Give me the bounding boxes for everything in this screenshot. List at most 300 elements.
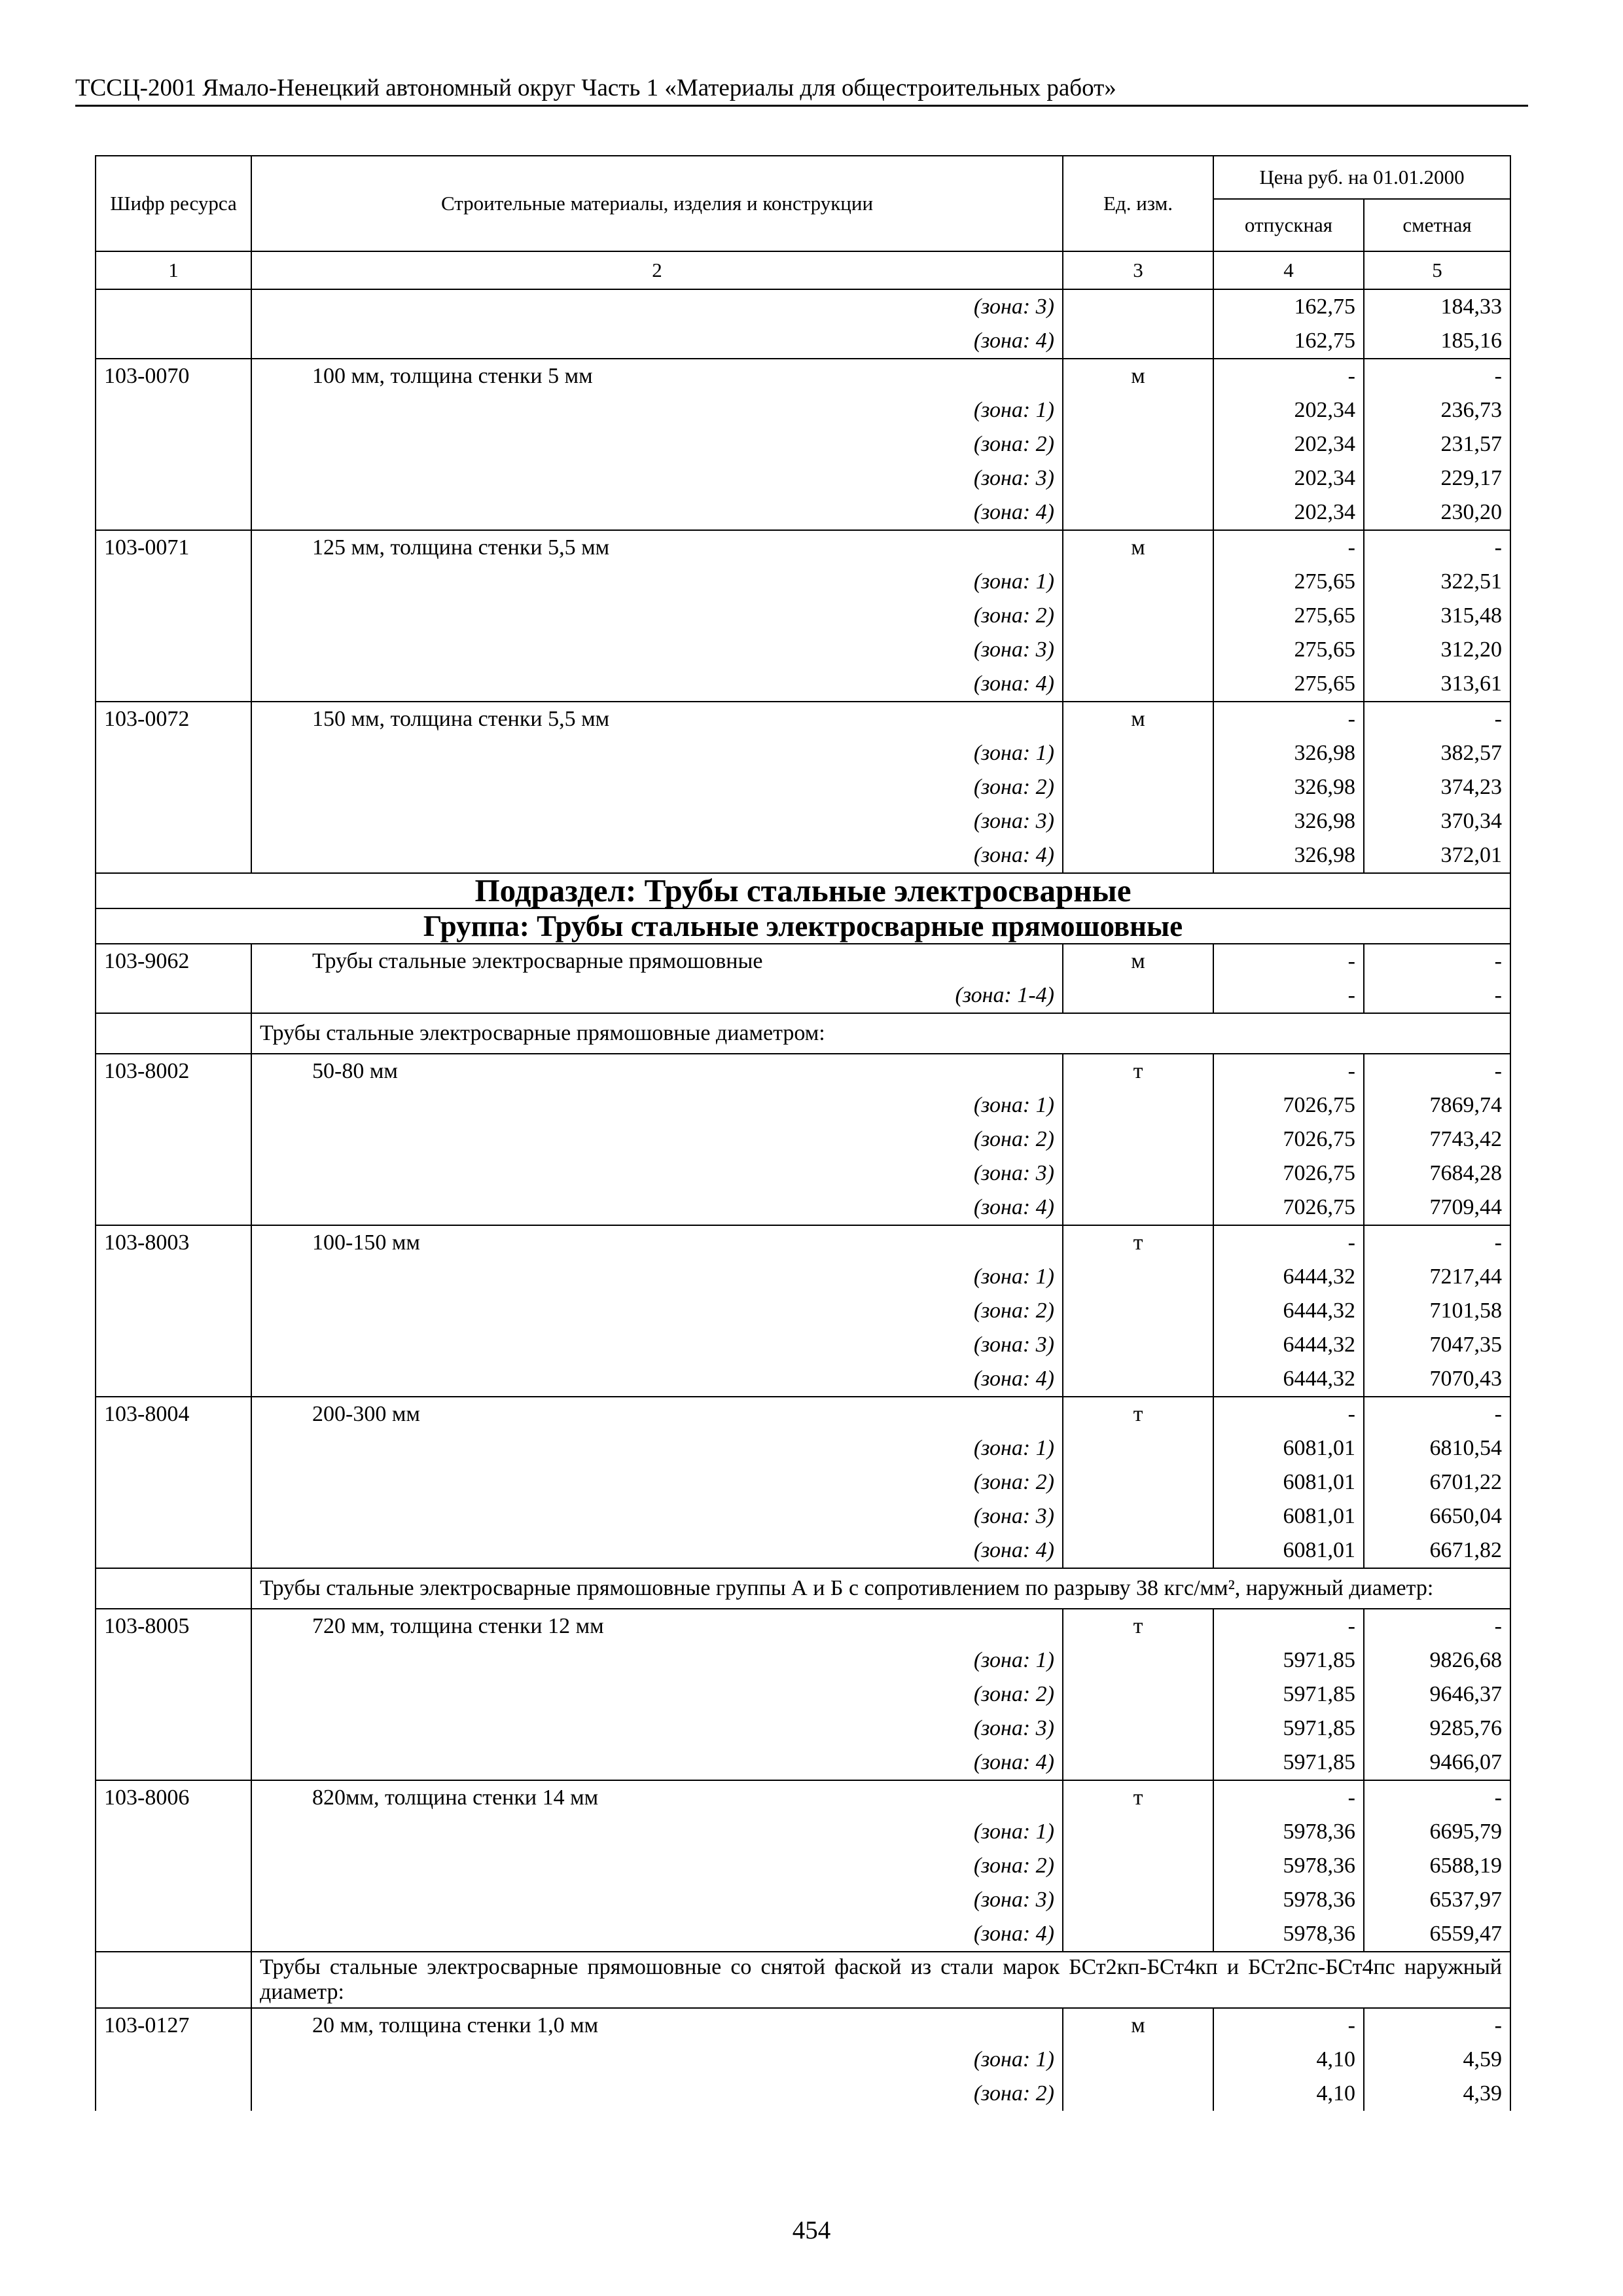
estimate-price: 6537,97 [1364, 1883, 1510, 1917]
release-price: - [1213, 1225, 1364, 1260]
estimate-price: 322,51 [1364, 565, 1510, 599]
release-price: 5971,85 [1213, 1643, 1364, 1677]
estimate-price: 6650,04 [1364, 1499, 1510, 1534]
unit-cell [1063, 1746, 1213, 1780]
estimate-price: 7070,43 [1364, 1362, 1510, 1397]
release-price: 7026,75 [1213, 1088, 1364, 1122]
release-price: 5978,36 [1213, 1849, 1364, 1883]
estimate-price: 7709,44 [1364, 1191, 1510, 1225]
zone-row [96, 1260, 1510, 1294]
release-price: 6444,32 [1213, 1294, 1364, 1328]
col-header-release-price: отпускная [1213, 199, 1364, 251]
estimate-price: 4,39 [1364, 2077, 1510, 2111]
unit-cell: м [1063, 702, 1213, 736]
unit-cell [1063, 324, 1213, 359]
col-number-4: 4 [1213, 251, 1364, 289]
release-price: - [1213, 1397, 1364, 1431]
zone-label: (зона: 4) [251, 324, 1063, 359]
estimate-price: - [1364, 702, 1510, 736]
release-price: 326,98 [1213, 804, 1364, 838]
estimate-price: 6701,22 [1364, 1465, 1510, 1499]
estimate-price: 6559,47 [1364, 1917, 1510, 1952]
unit-cell [1063, 2077, 1213, 2111]
zone-label: (зона: 4) [251, 838, 1063, 873]
zone-row [96, 1643, 1510, 1677]
release-price: 275,65 [1213, 633, 1364, 667]
material-name: Трубы стальные электросварные прямошовные [251, 944, 1063, 978]
group-heading: Группа: Трубы стальные электросварные прямошовные [96, 908, 1510, 944]
code-cell [96, 1013, 251, 1054]
code-cell [96, 1534, 251, 1568]
zone-row [96, 1534, 1510, 1568]
unit-cell [1063, 1157, 1213, 1191]
zone-label: (зона: 2) [251, 770, 1063, 804]
release-price: - [1213, 2008, 1364, 2043]
unit-cell [1063, 1815, 1213, 1849]
estimate-price: 313,61 [1364, 667, 1510, 702]
zone-row [96, 1362, 1510, 1397]
note-text: Трубы стальные электросварные прямошовные со снятой фаской из стали марок БСт2кп-БСт4кп и БСт2пс-БСт4пс наружный диаметр: [251, 1952, 1510, 2008]
zone-label: (зона: 2) [251, 1849, 1063, 1883]
unit-cell: м [1063, 944, 1213, 978]
release-price: 4,10 [1213, 2043, 1364, 2077]
col-header-unit: Ед. изм. [1063, 156, 1213, 251]
release-price: 7026,75 [1213, 1191, 1364, 1225]
subsection-heading: Подраздел: Трубы стальные электросварные [96, 873, 1510, 908]
release-price: 202,34 [1213, 461, 1364, 495]
unit-cell [1063, 1294, 1213, 1328]
item-row [96, 702, 1510, 736]
item-row [96, 359, 1510, 393]
resource-code: 103-8005 [96, 1609, 251, 1643]
zone-label: (зона: 1) [251, 1431, 1063, 1465]
zone-label: (зона: 2) [251, 1465, 1063, 1499]
table-head [96, 156, 1510, 289]
zone-label: (зона: 3) [251, 289, 1063, 324]
code-cell [96, 1362, 251, 1397]
release-price: 202,34 [1213, 427, 1364, 461]
estimate-price: - [1364, 1780, 1510, 1815]
unit-cell [1063, 1362, 1213, 1397]
zone-row [96, 1499, 1510, 1534]
release-price: 5978,36 [1213, 1917, 1364, 1952]
zone-label: (зона: 4) [251, 667, 1063, 702]
estimate-price: 9826,68 [1364, 1643, 1510, 1677]
code-cell [96, 1260, 251, 1294]
unit-cell [1063, 1712, 1213, 1746]
estimate-price: - [1364, 1609, 1510, 1643]
col-number-2: 2 [251, 251, 1063, 289]
zone-label: (зона: 1) [251, 736, 1063, 770]
material-name: 20 мм, толщина стенки 1,0 мм [251, 2008, 1063, 2043]
col-number-1: 1 [96, 251, 251, 289]
unit-cell [1063, 1260, 1213, 1294]
release-price: 6081,01 [1213, 1431, 1364, 1465]
resource-code: 103-0072 [96, 702, 251, 736]
unit-cell [1063, 1191, 1213, 1225]
zone-label: (зона: 3) [251, 804, 1063, 838]
unit-cell [1063, 1122, 1213, 1157]
item-row [96, 530, 1510, 565]
release-price: - [1213, 702, 1364, 736]
release-price: 7026,75 [1213, 1157, 1364, 1191]
estimate-price: 9646,37 [1364, 1677, 1510, 1712]
zone-row [96, 978, 1510, 1013]
item-row [96, 2008, 1510, 2043]
release-price: 202,34 [1213, 393, 1364, 427]
unit-cell [1063, 1088, 1213, 1122]
code-cell [96, 1465, 251, 1499]
zone-row [96, 1712, 1510, 1746]
unit-cell [1063, 599, 1213, 633]
unit-cell [1063, 667, 1213, 702]
zone-label: (зона: 1) [251, 565, 1063, 599]
unit-cell: м [1063, 2008, 1213, 2043]
material-name: 150 мм, толщина стенки 5,5 мм [251, 702, 1063, 736]
unit-cell [1063, 1465, 1213, 1499]
estimate-price: - [1364, 1225, 1510, 1260]
code-cell [96, 2043, 251, 2077]
zone-row [96, 324, 1510, 359]
material-name: 200-300 мм [251, 1397, 1063, 1431]
code-cell [96, 1883, 251, 1917]
page-header: ТССЦ-2001 Ямало-Ненецкий автономный округ Часть 1 «Материалы для общестроительных работ» [75, 72, 1528, 107]
estimate-price: - [1364, 944, 1510, 978]
zone-label: (зона: 1) [251, 1643, 1063, 1677]
resource-code: 103-0127 [96, 2008, 251, 2043]
code-cell [96, 1294, 251, 1328]
unit-cell [1063, 2043, 1213, 2077]
zone-label: (зона: 1) [251, 393, 1063, 427]
material-name: 100 мм, толщина стенки 5 мм [251, 359, 1063, 393]
release-price: - [1213, 359, 1364, 393]
zone-row [96, 565, 1510, 599]
unit-cell: т [1063, 1054, 1213, 1088]
estimate-price: - [1364, 359, 1510, 393]
unit-cell [1063, 289, 1213, 324]
zone-label: (зона: 3) [251, 1499, 1063, 1534]
unit-cell [1063, 838, 1213, 873]
unit-cell [1063, 565, 1213, 599]
zone-label: (зона: 1-4) [251, 978, 1063, 1013]
col-header-code: Шифр ресурса [96, 156, 251, 251]
unit-cell [1063, 1849, 1213, 1883]
code-cell [96, 1431, 251, 1465]
estimate-price: 6695,79 [1364, 1815, 1510, 1849]
group-heading-row [96, 908, 1510, 944]
zone-label: (зона: 4) [251, 1746, 1063, 1780]
code-cell [96, 393, 251, 427]
zone-row [96, 667, 1510, 702]
code-cell [96, 2077, 251, 2111]
note-text: Трубы стальные электросварные прямошовные диаметром: [251, 1013, 1510, 1054]
zone-label: (зона: 4) [251, 1362, 1063, 1397]
item-row [96, 1054, 1510, 1088]
page-number: 454 [792, 2216, 831, 2244]
unit-cell [1063, 1917, 1213, 1952]
zone-row [96, 599, 1510, 633]
item-row [96, 1225, 1510, 1260]
zone-label: (зона: 3) [251, 1328, 1063, 1362]
code-cell [96, 1643, 251, 1677]
resource-code: 103-8003 [96, 1225, 251, 1260]
estimate-price: 9285,76 [1364, 1712, 1510, 1746]
zone-label: (зона: 1) [251, 1815, 1063, 1849]
code-cell [96, 495, 251, 530]
estimate-price: - [1364, 978, 1510, 1013]
code-cell [96, 1815, 251, 1849]
unit-cell [1063, 1431, 1213, 1465]
unit-cell [1063, 461, 1213, 495]
release-price: 6444,32 [1213, 1260, 1364, 1294]
zone-row [96, 393, 1510, 427]
code-cell [96, 1157, 251, 1191]
estimate-price: 231,57 [1364, 427, 1510, 461]
release-price: 6081,01 [1213, 1534, 1364, 1568]
code-cell [96, 1328, 251, 1362]
zone-label: (зона: 2) [251, 1122, 1063, 1157]
material-name: 125 мм, толщина стенки 5,5 мм [251, 530, 1063, 565]
estimate-price: 6810,54 [1364, 1431, 1510, 1465]
estimate-price: 7684,28 [1364, 1157, 1510, 1191]
unit-cell [1063, 1534, 1213, 1568]
release-price: 6444,32 [1213, 1362, 1364, 1397]
code-cell [96, 427, 251, 461]
resource-code: 103-9062 [96, 944, 251, 978]
zone-row [96, 1849, 1510, 1883]
code-cell [96, 461, 251, 495]
code-cell [96, 736, 251, 770]
col-number-3: 3 [1063, 251, 1213, 289]
unit-cell [1063, 633, 1213, 667]
estimate-price: 382,57 [1364, 736, 1510, 770]
estimate-price: 4,59 [1364, 2043, 1510, 2077]
estimate-price: - [1364, 1054, 1510, 1088]
zone-row [96, 2077, 1510, 2111]
code-cell [96, 324, 251, 359]
zone-row [96, 1917, 1510, 1952]
code-cell [96, 667, 251, 702]
release-price: 5971,85 [1213, 1712, 1364, 1746]
code-cell [96, 1499, 251, 1534]
release-price: 162,75 [1213, 324, 1364, 359]
code-cell [96, 1568, 251, 1609]
zone-row [96, 289, 1510, 324]
zone-row [96, 495, 1510, 530]
unit-cell: т [1063, 1780, 1213, 1815]
estimate-price: 185,16 [1364, 324, 1510, 359]
estimate-price: 7101,58 [1364, 1294, 1510, 1328]
release-price: - [1213, 1609, 1364, 1643]
resource-code: 103-0071 [96, 530, 251, 565]
code-cell [96, 804, 251, 838]
material-name: 720 мм, толщина стенки 12 мм [251, 1609, 1063, 1643]
price-table [95, 155, 1511, 2111]
code-cell [96, 1191, 251, 1225]
unit-cell [1063, 427, 1213, 461]
table-body [96, 289, 1510, 2111]
estimate-price: - [1364, 2008, 1510, 2043]
zone-row [96, 838, 1510, 873]
zone-label: (зона: 4) [251, 1917, 1063, 1952]
code-cell [96, 1952, 251, 2008]
estimate-price: 370,34 [1364, 804, 1510, 838]
code-cell [96, 978, 251, 1013]
resource-code: 103-0070 [96, 359, 251, 393]
zone-row [96, 1465, 1510, 1499]
note-row [96, 1568, 1510, 1609]
unit-cell: т [1063, 1225, 1213, 1260]
code-cell [96, 1917, 251, 1952]
zone-label: (зона: 3) [251, 1883, 1063, 1917]
release-price: 5978,36 [1213, 1883, 1364, 1917]
release-price: 6081,01 [1213, 1465, 1364, 1499]
estimate-price: 315,48 [1364, 599, 1510, 633]
estimate-price: 7047,35 [1364, 1328, 1510, 1362]
estimate-price: 9466,07 [1364, 1746, 1510, 1780]
unit-cell [1063, 770, 1213, 804]
code-cell [96, 1712, 251, 1746]
zone-label: (зона: 3) [251, 461, 1063, 495]
zone-label: (зона: 3) [251, 633, 1063, 667]
zone-label: (зона: 2) [251, 1294, 1063, 1328]
col-header-price: Цена руб. на 01.01.2000 [1213, 156, 1510, 199]
estimate-price: 6671,82 [1364, 1534, 1510, 1568]
code-cell [96, 599, 251, 633]
zone-row [96, 770, 1510, 804]
unit-cell [1063, 1677, 1213, 1712]
unit-cell: т [1063, 1397, 1213, 1431]
estimate-price: - [1364, 530, 1510, 565]
code-cell [96, 289, 251, 324]
release-price: 202,34 [1213, 495, 1364, 530]
release-price: - [1213, 944, 1364, 978]
estimate-price: 312,20 [1364, 633, 1510, 667]
zone-label: (зона: 4) [251, 495, 1063, 530]
code-cell [96, 565, 251, 599]
release-price: - [1213, 530, 1364, 565]
estimate-price: 236,73 [1364, 393, 1510, 427]
code-cell [96, 1122, 251, 1157]
zone-label: (зона: 1) [251, 1260, 1063, 1294]
unit-cell [1063, 978, 1213, 1013]
note-row [96, 1952, 1510, 2008]
zone-row [96, 1746, 1510, 1780]
unit-cell [1063, 804, 1213, 838]
estimate-price: 7217,44 [1364, 1260, 1510, 1294]
material-name: 820мм, толщина стенки 14 мм [251, 1780, 1063, 1815]
zone-row [96, 1294, 1510, 1328]
zone-label: (зона: 3) [251, 1157, 1063, 1191]
material-name: 50-80 мм [251, 1054, 1063, 1088]
unit-cell [1063, 393, 1213, 427]
resource-code: 103-8006 [96, 1780, 251, 1815]
unit-cell [1063, 1499, 1213, 1534]
zone-row [96, 1677, 1510, 1712]
zone-label: (зона: 2) [251, 2077, 1063, 2111]
estimate-price: - [1364, 1397, 1510, 1431]
item-row [96, 1609, 1510, 1643]
subsection-heading-row [96, 873, 1510, 908]
material-name: 100-150 мм [251, 1225, 1063, 1260]
item-row [96, 1780, 1510, 1815]
note-text: Трубы стальные электросварные прямошовные группы А и Б с сопротивлением по разрыву 38 кгс/мм², наружный диаметр: [251, 1568, 1510, 1609]
unit-cell [1063, 1328, 1213, 1362]
item-row [96, 1397, 1510, 1431]
col-header-estimate-price: сметная [1364, 199, 1510, 251]
release-price: 6081,01 [1213, 1499, 1364, 1534]
zone-row [96, 1883, 1510, 1917]
release-price: 5971,85 [1213, 1746, 1364, 1780]
unit-cell: т [1063, 1609, 1213, 1643]
unit-cell [1063, 1883, 1213, 1917]
release-price: 326,98 [1213, 736, 1364, 770]
release-price: 275,65 [1213, 599, 1364, 633]
zone-row [96, 1157, 1510, 1191]
unit-cell [1063, 495, 1213, 530]
col-header-name: Строительные материалы, изделия и конструкции [251, 156, 1063, 251]
code-cell [96, 770, 251, 804]
zone-row [96, 1191, 1510, 1225]
note-row [96, 1013, 1510, 1054]
code-cell [96, 1849, 251, 1883]
zone-label: (зона: 3) [251, 1712, 1063, 1746]
zone-row [96, 1431, 1510, 1465]
release-price: 5971,85 [1213, 1677, 1364, 1712]
zone-row [96, 633, 1510, 667]
code-cell [96, 838, 251, 873]
zone-label: (зона: 1) [251, 2043, 1063, 2077]
zone-label: (зона: 2) [251, 427, 1063, 461]
estimate-price: 6588,19 [1364, 1849, 1510, 1883]
resource-code: 103-8004 [96, 1397, 251, 1431]
release-price: 275,65 [1213, 565, 1364, 599]
item-row [96, 944, 1510, 978]
unit-cell: м [1063, 359, 1213, 393]
col-number-5: 5 [1364, 251, 1510, 289]
code-cell [96, 1088, 251, 1122]
estimate-price: 374,23 [1364, 770, 1510, 804]
zone-row [96, 427, 1510, 461]
estimate-price: 7743,42 [1364, 1122, 1510, 1157]
release-price: 326,98 [1213, 770, 1364, 804]
release-price: - [1213, 1054, 1364, 1088]
zone-label: (зона: 2) [251, 599, 1063, 633]
zone-row [96, 461, 1510, 495]
release-price: 162,75 [1213, 289, 1364, 324]
zone-label: (зона: 4) [251, 1534, 1063, 1568]
zone-row [96, 1122, 1510, 1157]
release-price: 7026,75 [1213, 1122, 1364, 1157]
resource-code: 103-8002 [96, 1054, 251, 1088]
zone-row [96, 1328, 1510, 1362]
unit-cell: м [1063, 530, 1213, 565]
estimate-price: 230,20 [1364, 495, 1510, 530]
zone-row [96, 736, 1510, 770]
estimate-price: 372,01 [1364, 838, 1510, 873]
estimate-price: 229,17 [1364, 461, 1510, 495]
release-price: - [1213, 978, 1364, 1013]
estimate-price: 184,33 [1364, 289, 1510, 324]
zone-row [96, 1815, 1510, 1849]
zone-row [96, 1088, 1510, 1122]
release-price: 275,65 [1213, 667, 1364, 702]
code-cell [96, 1677, 251, 1712]
unit-cell [1063, 1643, 1213, 1677]
zone-label: (зона: 4) [251, 1191, 1063, 1225]
zone-label: (зона: 2) [251, 1677, 1063, 1712]
zone-label: (зона: 1) [251, 1088, 1063, 1122]
